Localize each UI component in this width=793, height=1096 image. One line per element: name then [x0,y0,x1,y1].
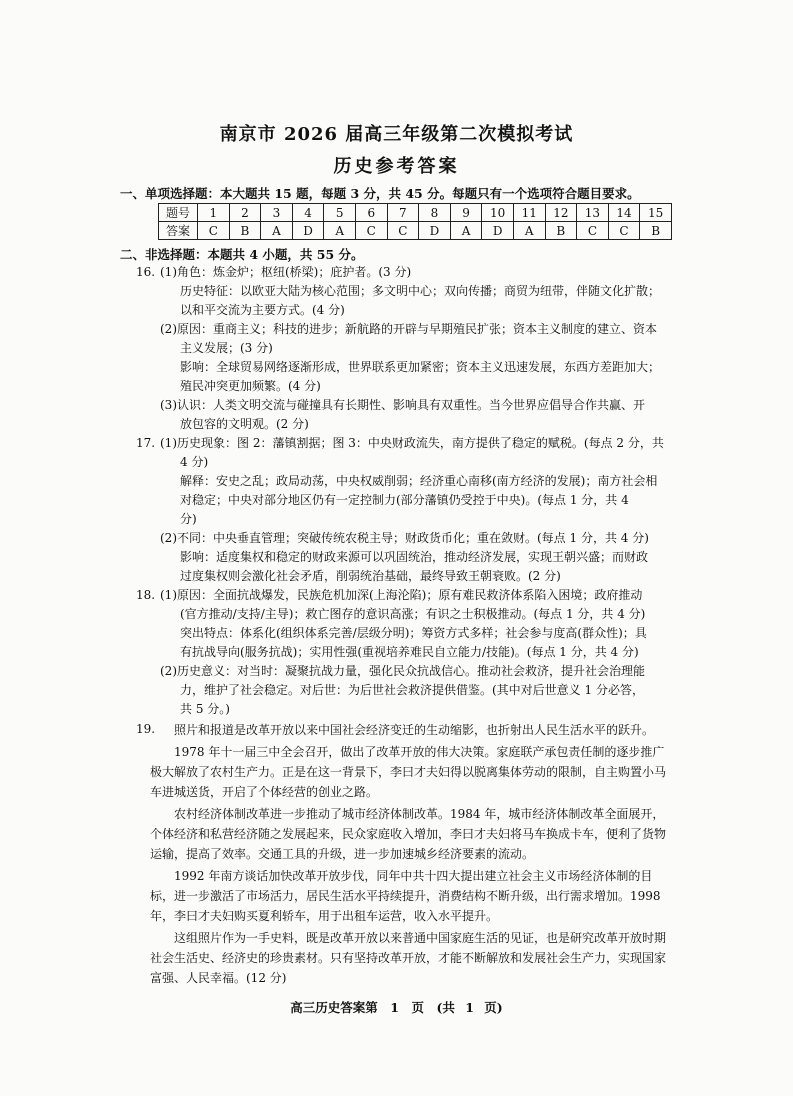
question-number-cell: 10 [482,204,514,222]
question-number-cell: 13 [577,204,609,222]
q19-paragraph: 1978 年十一届三中全会召开，做出了改革开放的伟大决策。家庭联产承包责任制的逐步推广极大解放了农村生产力。正是在这一背景下，李曰才夫妇得以脱离集体劳动的限制，自主购置小马车进城送货，开启了个体经营的创业之路。 [150,745,667,799]
question-number-cell: 7 [387,204,419,222]
section2-heading: 二、非选择题：本题共 4 小题，共 55 分。 [120,247,364,262]
question-number-cell: 1 [198,204,230,222]
q19-paragraph: 农村经济体制改革进一步推动了城市经济体制改革。1984 年，城市经济体制改革全面展开，个体经济和私营经济随之发展起来，民众家庭收入增加，李曰才夫妇将马车换成卡车，便利了货物运输，提高了效率。交通工具的升级，进一步加速城乡经济要素的流动。 [150,807,667,861]
q16-part2-line: 殖民冲突更加频繁。(4 分) [180,379,321,393]
q17-part1-line: 对稳定；中央对部分地区仍有一定控制力(部分藩镇仍受控于中央)。(每点 1 分，共 4 [180,493,629,507]
q16-part2-line: 主义发展；(3 分) [180,341,273,355]
q18-part2-line: 共 5 分。) [180,702,230,716]
section1-heading: 一、单项选择题：本大题共 15 题，每题 3 分，共 45 分。每题只有一个选项符合题目要求。 [120,186,640,201]
question-number-cell: 4 [292,204,324,222]
q18-part1-line: (1)原因：全面抗战爆发，民族危机加深(上海沦陷)；原有难民救济体系陷入困境；政府推动 [160,588,643,602]
q16-part1-line: (1)角色：炼金炉；枢纽(桥梁)；庇护者。(3 分) [160,265,412,279]
q18-part1-line: (官方推动/支持/主导)；救亡图存的意识高涨；有识之士积极推动。(每点 1 分，共 4 分) [180,607,646,621]
answer-cell: C [198,222,230,240]
q18-part2-line: 力，维护了社会稳定。对后世：为后世社会救济提供借鉴。(其中对后世意义 1 分必答， [180,683,644,697]
question-number-cell: 3 [261,204,293,222]
answer-cell: C [387,222,419,240]
question-number-cell: 9 [450,204,482,222]
q16-part3-line: (3)认识：人类文明交流与碰撞具有长期性、影响具有双重性。当今世界应倡导合作共赢、开 [160,398,646,412]
question-number-row [159,204,672,222]
question-16-number: 16. [136,265,156,279]
page-footer: 高三历史答案第 1 页 (共 1 页) [290,1000,503,1015]
question-number-cell: 6 [355,204,387,222]
question-number-cell: 14 [608,204,640,222]
question-17-number: 17. [136,436,156,450]
q17-part1-line: (1)历史现象：图 2：藩镇割据；图 3：中央财政流失，南方提供了稳定的赋税。(每点 2 分，共 [160,436,664,450]
q18-part1-line: 有抗战导向(服务抗战)；实用性强(重视培养难民自立能力/技能)。(每点 1 分，共 4 分) [180,645,639,659]
answer-cell: B [640,222,672,240]
q19-paragraph: 照片和报道是改革开放以来中国社会经济变迁的生动缩影，也折射出人民生活水平的跃升。 [174,723,655,737]
answer-cell: A [261,222,293,240]
question-number-cell: 12 [545,204,577,222]
q16-part3-line: 放包容的文明观。(2 分) [180,417,309,431]
q18-part1-line: 突出特点：体系化(组织体系完善/层级分明)；筹资方式多样；社会参与度高(群众性)；具 [180,626,647,640]
question-number-cell: 8 [419,204,451,222]
answer-cell: C [608,222,640,240]
answer-key-table [158,203,672,240]
answer-cell: D [292,222,324,240]
q16-part1-line: 以和平交流为主要方式。(4 分) [180,303,345,317]
q18-part2-line: (2)历史意义：对当时：凝聚抗战力量，强化民众抗战信心。推动社会救济，提升社会治理能 [160,664,646,678]
answer-cell: D [419,222,451,240]
document-subtitle: 历史参考答案 [333,156,460,177]
answer-cell: C [355,222,387,240]
answer-cell: A [513,222,545,240]
q17-part2-line: 过度集权则会激化社会矛盾，削弱统治基础，最终导致王朝衰败。(2 分) [180,569,561,583]
row-label-answer: 答案 [159,222,198,240]
question-number-cell: 5 [324,204,356,222]
q17-part1-line: 4 分) [180,455,209,469]
q17-part2-line: (2)不同：中央垂直管理；突破传统农税主导；财政货币化；重在敛财。(每点 1 分，共 4 分) [160,531,649,545]
answer-cell: A [324,222,356,240]
q19-paragraph: 1992 年南方谈话加快改革开放步伐，同年中共十四大提出建立社会主义市场经济体制的目标，进一步激活了市场活力，居民生活水平持续提升，消费结构不断升级，出行需求增加。1998 年，李曰才夫妇购买夏利轿车，用于出租车运营，收入水平提升。 [150,869,661,923]
row-label-number: 题号 [159,204,198,222]
question-number-cell: 2 [229,204,261,222]
q17-part2-line: 影响：适度集权和稳定的财政来源可以巩固统治，推动经济发展，实现王朝兴盛；而财政 [180,550,649,564]
q17-part1-line: 分) [180,512,197,526]
answer-cell: C [577,222,609,240]
question-number-cell: 11 [513,204,545,222]
answer-cell: B [545,222,577,240]
answer-cell: A [450,222,482,240]
answer-cell: B [229,222,261,240]
q16-part2-line: (2)原因：重商主义；科技的进步；新航路的开辟与早期殖民扩张；资本主义制度的建立、资本 [160,322,658,336]
question-19-number: 19. [136,722,156,736]
q16-part2-line: 影响：全球贸易网络逐渐形成，世界联系更加紧密；资本主义迅速发展，东西方差距加大； [180,360,661,374]
answer-row [159,222,672,240]
question-18-number: 18. [136,588,156,602]
q16-part1-line: 历史特征：以欧亚大陆为核心范围；多文明中心；双向传播；商贸为纽带，伴随文化扩散； [180,284,661,298]
q17-part1-line: 解释：安史之乱；政局动荡，中央权威削弱；经济重心南移(南方经济的发展)；南方社会相 [180,474,658,488]
answer-cell: D [482,222,514,240]
q19-paragraph: 这组照片作为一手史料，既是改革开放以来普通中国家庭生活的见证，也是研究改革开放时期社会生活史、经济史的珍贵素材。只有坚持改革开放，才能不断解放和发展社会生产力，实现国家富强、人民幸福。(12 分) [150,931,667,985]
exam-title: 南京市 2026 届高三年级第二次模拟考试 [219,124,574,145]
question-number-cell: 15 [640,204,672,222]
